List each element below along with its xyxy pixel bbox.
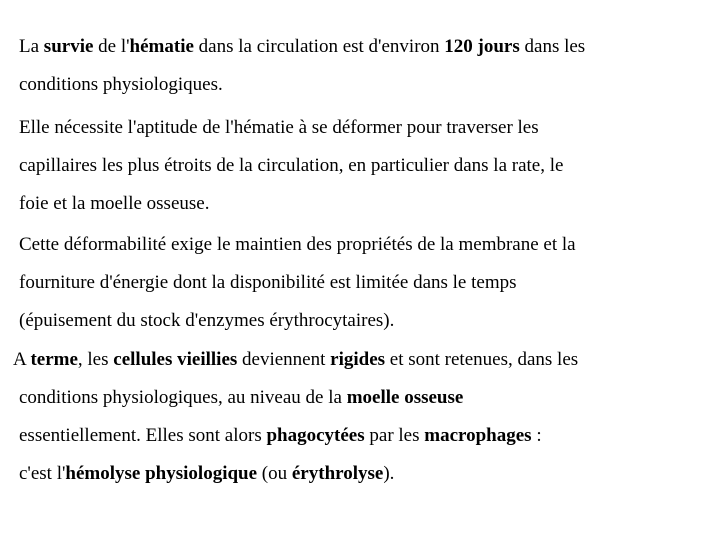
text-line — [13, 379, 693, 417]
bold-term-hemolyse-physiologique: hémolyse physiologique — [65, 463, 258, 484]
text-run: ). — [383, 463, 395, 484]
text-line: foie et la moelle osseuse. — [19, 193, 210, 214]
bold-term-cellules-vieillies: cellules vieillies — [113, 349, 238, 370]
text-line: Elle nécessite l'aptitude de l'hématie à se déformer pour traverser les — [19, 117, 539, 138]
text-run: et sont retenues, dans les — [385, 349, 579, 370]
text-run: A — [13, 349, 31, 370]
text-run: de l' — [93, 36, 130, 57]
paragraph-membrane — [19, 226, 699, 340]
text-line: (épuisement du stock d'enzymes érythrocytaires). — [19, 310, 395, 331]
bold-term-phagocytees: phagocytées — [266, 425, 365, 446]
bold-term-moelle-osseuse: moelle osseuse — [346, 387, 464, 408]
bold-term-hematie: hématie — [129, 36, 194, 57]
text-run: La — [19, 36, 44, 57]
text-run: (ou — [257, 463, 292, 484]
text-run: c'est l' — [19, 463, 66, 484]
text-line — [13, 417, 693, 455]
paragraph-survie — [19, 28, 699, 104]
bold-term-rigides: rigides — [330, 349, 386, 370]
text-line — [19, 28, 699, 66]
bold-term-survie: survie — [43, 36, 94, 57]
text-line — [13, 455, 693, 493]
paragraph-hemolyse — [13, 341, 693, 493]
paragraph-deformabilite — [19, 109, 699, 223]
bold-term-120-jours: 120 jours — [444, 36, 520, 57]
bold-term-terme: terme — [30, 349, 78, 370]
text-run: : — [531, 425, 542, 446]
text-run: dans la circulation est d'environ — [193, 36, 445, 57]
text-run: essentiellement. Elles sont alors — [19, 425, 267, 446]
text-line: fourniture d'énergie dont la disponibilité est limitée dans le temps — [19, 272, 517, 293]
text-line: capillaires les plus étroits de la circulation, en particulier dans la rate, le — [19, 155, 564, 176]
text-run: , les — [77, 349, 114, 370]
bold-term-erythrolyse: érythrolyse — [291, 463, 384, 484]
text-run: par les — [364, 425, 425, 446]
text-line — [13, 341, 693, 379]
text-line: Cette déformabilité exige le maintien des propriétés de la membrane et la — [19, 234, 576, 255]
bold-term-macrophages: macrophages — [424, 425, 532, 446]
text-run: conditions physiologiques, au niveau de la — [19, 387, 347, 408]
text-run: dans les — [519, 36, 586, 57]
text-run: deviennent — [237, 349, 331, 370]
text-line: conditions physiologiques. — [19, 74, 223, 95]
